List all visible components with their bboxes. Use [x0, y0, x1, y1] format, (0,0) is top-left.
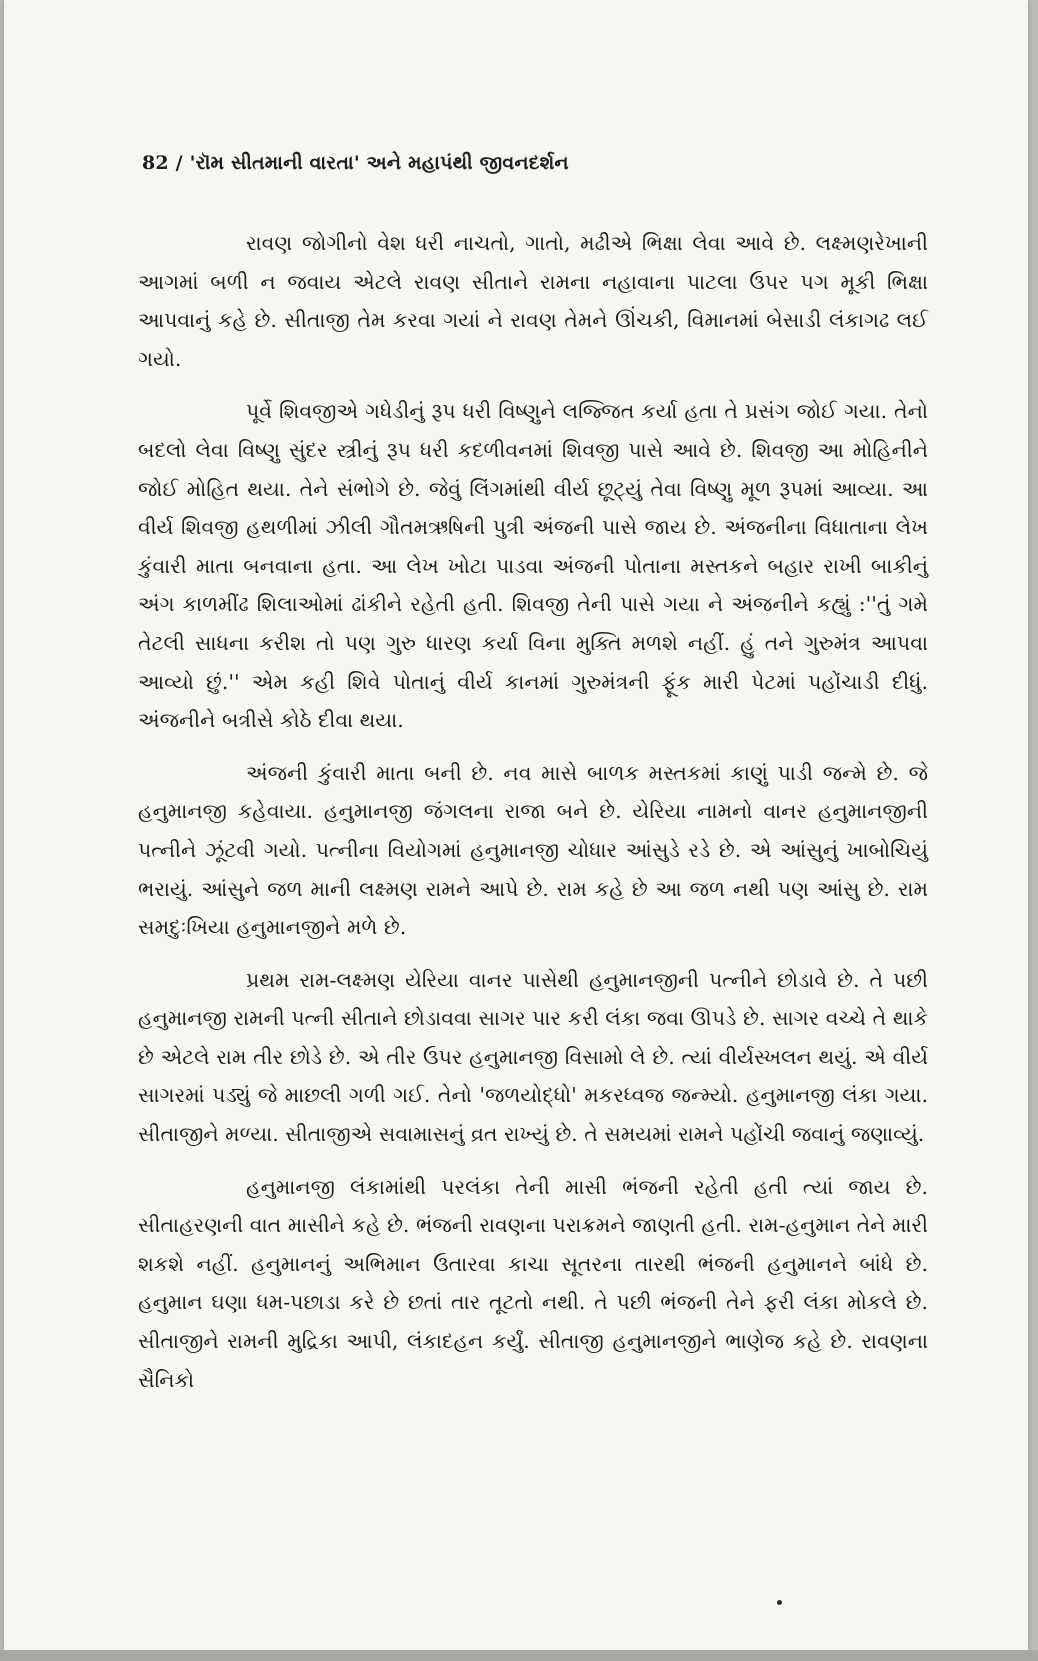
paragraph: રાવણ જોગીનો વેશ ધરી નાચતો, ગાતો, મઢીએ ભિક્ષા લેવા આવે છે. લક્ષ્મણરેખાની આગમાં બળી ન જવાય એટલે રાવણ સીતાને રામના નહાવાના પાટલા ઉપર પગ મૂકી ભિક્ષા આપવાનું કહે છે. સીતાજી તેમ કરવા ગયાં ને રાવણ તેમને ઊંચકી, વિમાનમાં બેસાડી લંકાગઢ લઈ ગયો.	[138, 231, 928, 371]
page-bottom-edge	[0, 1650, 1038, 1661]
paragraph: હનુમાનજી લંકામાંથી પરલંકા તેની માસી ભંજની રહેતી હતી ત્યાં જાય છે. સીતાહરણની વાત માસીને કહે છે. ભંજની રાવણના પરાક્રમને જાણતી હતી. રામ-હનુમાન તેને મારી શકશે નહીં. હનુમાનનું અભિમાન ઉતારવા કાચા સૂતરના તારથી ભંજની હનુમાનને બાંધે છે. હનુમાન ઘણા ધમ-પછાડા કરે છે છતાં તાર તૂટતો નથી. તે પછી ભંજની તેને ફરી લંકા મોકલે છે. સીતાજીને રામની મુદ્રિકા આપી, લંકાદહન કર્યું. સીતાજી હનુમાનજીને ભાણેજ કહે છે. રાવણના સૈનિકો	[138, 1174, 928, 1392]
paragraph: પ્રથમ રામ-લક્ષ્મણ યેરિયા વાનર પાસેથી હનુમાનજીની પત્નીને છોડાવે છે. તે પછી હનુમાનજી રામની પત્ની સીતાને છોડાવવા સાગર પાર કરી લંકા જવા ઊપડે છે. સાગર વચ્ચે તે થાકે છે એટલે રામ તીર છોડે છે. એ તીર ઉપર હનુમાનજી વિસામો લે છે. ત્યાં વીર્યસ્ખલન થયું. એ વીર્ય સાગરમાં પડ્યું જે માછલી ગળી ગઈ. તેનો 'જળયોદ્ધો' મકરધ્વજ જન્મ્યો. હનુમાનજી લંકા ગયા. સીતાજીને મળ્યા. સીતાજીએ સવામાસનું વ્રત રાખ્યું છે. તે સમયમાં રામને પહોંચી જવાનું જણાવ્યું.	[138, 967, 928, 1147]
page-body	[138, 224, 928, 1399]
ink-speck	[777, 1600, 782, 1605]
paragraph: પૂર્વે શિવજીએ ગધેડીનું રૂપ ધરી વિષ્ણુને લજ્જિત કર્યા હતા તે પ્રસંગ જોઈ ગયા. તેનો બદલો લેવા વિષ્ણુ સુંદર સ્ત્રીનું રૂપ ધરી કદળીવનમાં શિવજી પાસે આવે છે. શિવજી આ મોહિનીને જોઈ મોહિત થયા. તેને સંભોગે છે. જેવું લિંગમાંથી વીર્ય છૂટ્યું તેવા વિષ્ણુ મૂળ રૂપમાં આવ્યા. આ વીર્ય શિવજી હથળીમાં ઝીલી ગૌતમઋષિની પુત્રી અંજની પાસે જાય છે. અંજનીના વિધાતાના લેખ કુંવારી માતા બનવાના હતા. આ લેખ ખોટા પાડવા અંજની પોતાના મસ્તકને બહાર રાખી બાકીનું અંગ કાળમીંઢ શિલાઓમાં ઢાંકીને રહેતી હતી. શિવજી તેની પાસે ગયા ને અંજનીને કહ્યું :''તું ગમે તેટલી સાધના કરીશ તો પણ ગુરુ ધારણ કર્યા વિના મુક્તિ મળશે નહીં. હું તને ગુરુમંત્ર આપવા આવ્યો છું.'' એમ કહી શિવે પોતાનું વીર્ય કાનમાં ગુરુમંત્રની ફૂંક મારી પેટમાં પહોંચાડી દીધું. અંજનીને બત્રીસે કોઠે દીવા થયા.	[138, 399, 928, 733]
book-page	[4, 0, 1028, 1650]
page-header: 82 / 'રૉમ સીતમાની વારતા' અને મહાપંથી જીવનદર્શન	[142, 152, 569, 174]
paragraph: અંજની કુંવારી માતા બની છે. નવ માસે બાળક મસ્તકમાં કાણું પાડી જન્મે છે. જે હનુમાનજી કહેવાયા. હનુમાનજી જંગલના રાજા બને છે. યેરિયા નામનો વાનર હનુમાનજીની પત્નીને ઝૂંટવી ગયો. પત્નીના વિયોગમાં હનુમાનજી ચોધાર આંસુડે રડે છે. એ આંસુનું ખાબોચિયું ભરાયું. આંસુને જળ માની લક્ષ્મણ રામને આપે છે. રામ કહે છે આ જળ નથી પણ આંસુ છે. રામ સમદુઃખિયા હનુમાનજીને મળે છે.	[138, 760, 928, 940]
